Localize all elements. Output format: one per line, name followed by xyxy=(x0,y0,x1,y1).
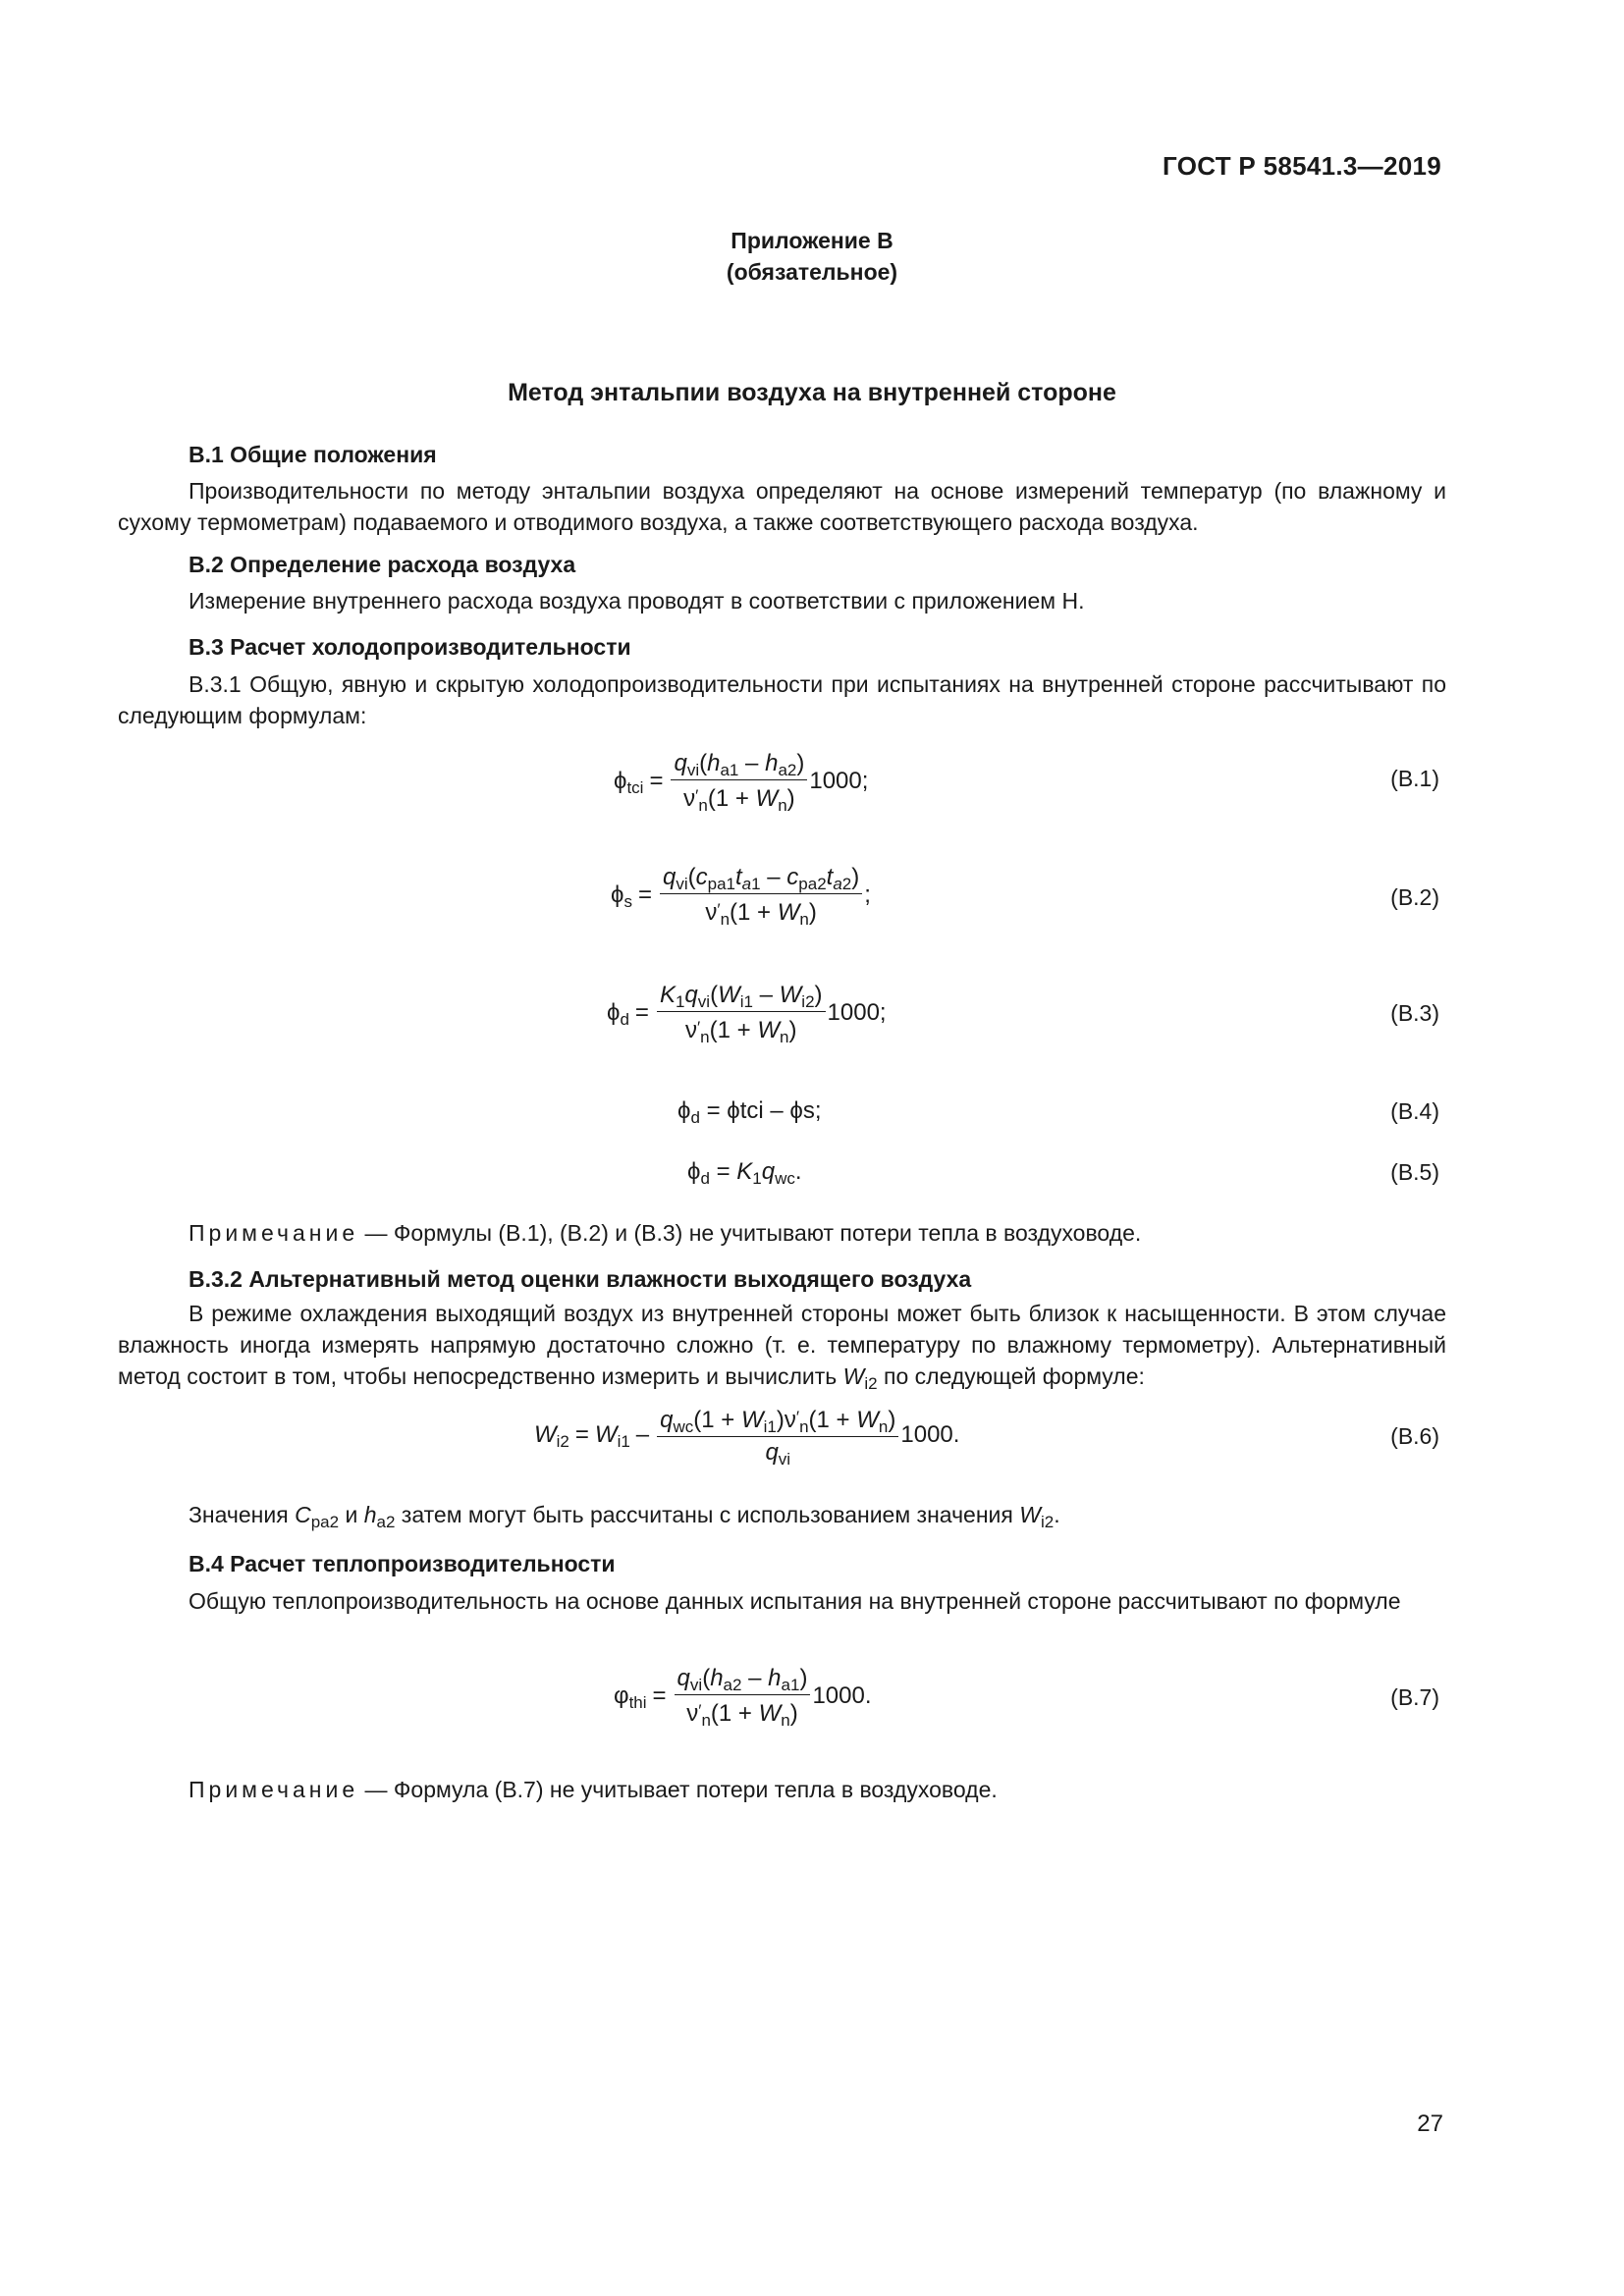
formula-b1-tail: 1000; xyxy=(809,768,869,794)
section-b2-title: В.2 Определение расхода воздуха xyxy=(189,552,576,577)
equation-number-b2: (В.2) xyxy=(1390,884,1439,910)
section-b3-title: В.3 Расчет холодопроизводительности xyxy=(189,634,631,660)
formula-b6: $W_{i2}$ = $W_{i1}$ – $\frac{q_{wc}(1 + W_{i1})\nu'_n(1 + W_n)}{q_{vi}}$ 1000. xyxy=(534,1404,959,1467)
main-title: Метод энтальпии воздуха на внутренней стороне xyxy=(508,379,1116,406)
formula-b1: $\phi_{tci}$ = $\frac{q_{vi}(h_{a1} - h_{a2})}{\nu'_n(1 + W_n)}$ 1000; xyxy=(614,750,869,815)
formula-b5-tail: . xyxy=(794,1158,802,1185)
section-b4-title: В.4 Расчет теплопроизводительности xyxy=(189,1551,616,1576)
formula-b4: $\phi_d$ = ϕtci – ϕs; xyxy=(677,1097,822,1127)
equation-number-b5: (В.5) xyxy=(1390,1159,1439,1185)
equation-number-b4: (В.4) xyxy=(1390,1098,1439,1124)
section-b2-text: Измерение внутреннего расхода воздуха проводят в соответствии с приложением Н. xyxy=(189,588,1085,614)
section-b31-text: В.3.1 Общую, явную и скрытую холодопроизводительности при испытаниях на внутренней стороне рассчитывают по следующим формулам: xyxy=(118,671,1446,728)
formula-b4-rhs: = ϕtci – ϕs; xyxy=(706,1097,822,1124)
section-b32-title: В.3.2 Альтернативный метод оценки влажности выходящего воздуха xyxy=(189,1266,972,1292)
appendix-title: Приложение В xyxy=(731,228,893,253)
note-2-text: — Формула (В.7) не учитывает потери тепла в воздуховоде. xyxy=(358,1777,998,1802)
values-text-2: и xyxy=(339,1502,364,1527)
document-header: ГОСТ Р 58541.3—2019 xyxy=(1163,151,1441,181)
formula-b6-tail: 1000. xyxy=(900,1421,960,1448)
section-b1-title: В.1 Общие положения xyxy=(189,442,437,467)
page-number: 27 xyxy=(1417,2110,1443,2137)
formula-b3-tail: 1000; xyxy=(827,999,887,1026)
section-b32-text-start: В режиме охлаждения выходящий воздух из внутренней стороны может быть близок к насыщенности. В этом случае влажность иногда измерять напрямую достаточно сложно (т. е. температуру по влажному термометру). Альтернативный метод состоит в том, чтобы непосредственно измерить и вычислить xyxy=(118,1301,1446,1389)
section-b32-text-end: по следующей формуле: xyxy=(877,1363,1145,1389)
note-2-label: Примечание xyxy=(189,1777,359,1802)
values-text: Значения $C_{pa2}$ и $h_{a2}$ затем могут быть рассчитаны с использованием значения $W_{i2}$. xyxy=(189,1502,1060,1531)
section-b4-text: Общую теплопроизводительность на основе данных испытания на внутренней стороне рассчитывают по формуле xyxy=(189,1588,1401,1614)
values-text-3: затем могут быть рассчитаны с использованием значения xyxy=(395,1502,1020,1527)
section-b32-text: В режиме охлаждения выходящий воздух из внутренней стороны может быть близок к насыщенности. В этом случае влажность иногда измерять напрямую достаточно сложно (т. е. температуру по влажному термометру). Альтернативный метод состоит в том, чтобы непосредственно измерить и вычислить $W_{i2}$ по следующей формуле: xyxy=(118,1301,1446,1393)
equation-number-b6: (В.6) xyxy=(1390,1423,1439,1449)
note-1 xyxy=(189,1220,1141,1247)
note-2 xyxy=(189,1777,998,1803)
note-1-label: Примечание xyxy=(189,1220,359,1246)
formula-b2: $\phi_s$ = $\frac{q_{vi}(c_{pa1}t_{a1} - c_{pa2}t_{a2})}{\nu'_n(1 + W_n)}$ ; xyxy=(611,864,871,929)
formula-b7: $\varphi_{thi}$ = $\frac{q_{vi}(h_{a2} - h_{a1})}{\nu'_n(1 + W_n)}$ 1000. xyxy=(614,1665,872,1730)
formula-b7-tail: 1000. xyxy=(812,1682,872,1709)
section-b1-text: Производительности по методу энтальпии воздуха определяют на основе измерений температур (по влажному и сухому термометрам) подаваемого и отводимого воздуха, а также соответствующего расхода воздуха. xyxy=(118,478,1446,535)
formula-b3: $\phi_d$ = $\frac{K_1q_{vi}(W_{i1} - W_{i2})}{\nu'_n(1 + W_n)}$ 1000; xyxy=(607,982,887,1046)
equation-number-b7: (В.7) xyxy=(1390,1684,1439,1710)
formula-b5: $\phi_d$ = $K_1q_{wc}$ . xyxy=(687,1158,802,1188)
equation-number-b3: (В.3) xyxy=(1390,1000,1439,1026)
equation-number-b1: (В.1) xyxy=(1390,766,1439,791)
formula-b2-tail: ; xyxy=(864,881,871,908)
values-text-1: Значения xyxy=(189,1502,296,1527)
note-1-text: — Формулы (В.1), (В.2) и (В.3) не учитывают потери тепла в воздуховоде. xyxy=(358,1220,1142,1246)
appendix-status: (обязательное) xyxy=(726,259,898,285)
